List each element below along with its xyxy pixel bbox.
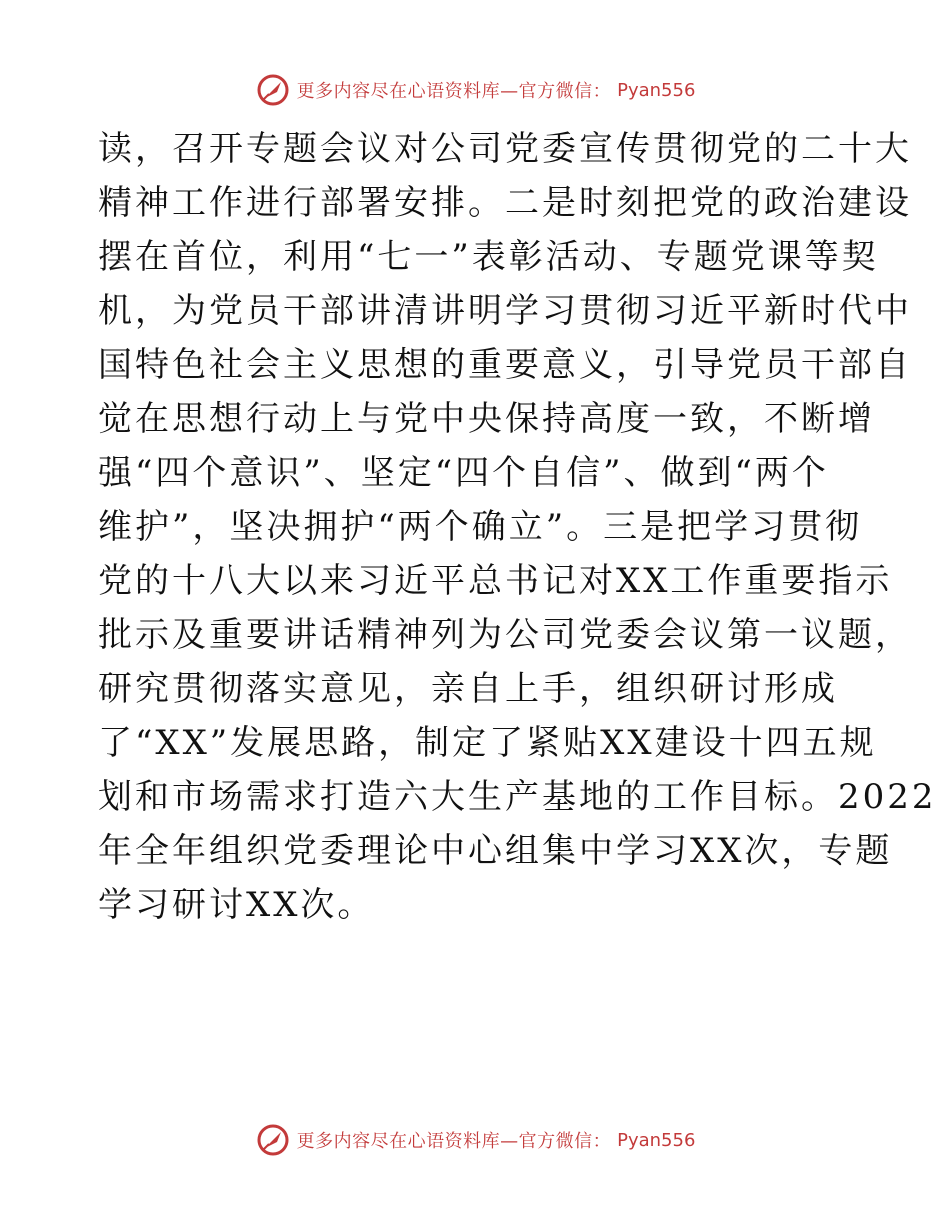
body-line: 摆在首位，利用“七一”表彰活动、专题党课等契 (98, 237, 879, 277)
header-text: 更多内容尽在心语资料库—官方微信： (296, 81, 612, 102)
body-line: 学习研讨XX次。 (98, 885, 375, 925)
quill-logo-icon (255, 72, 291, 108)
header-wechat-id: Pyan556 (617, 79, 696, 101)
body-line: 精神工作进行部署安排。二是时刻把党的政治建设 (98, 183, 912, 223)
body-line: 觉在思想行动上与党中央保持高度一致，不断增 (98, 399, 875, 439)
body-line: 强“四个意识”、坚定“四个自信”、做到“两个 (98, 453, 829, 493)
body-line: 维护”，坚决拥护“两个确立”。三是把学习贯彻 (98, 507, 863, 547)
footer-text: 更多内容尽在心语资料库—官方微信： (296, 1131, 612, 1152)
header-banner (255, 72, 696, 108)
document-body (98, 122, 937, 932)
page-header (0, 70, 950, 110)
footer-wechat-id: Pyan556 (617, 1129, 696, 1151)
page-footer (0, 1120, 950, 1160)
body-line: 划和市场需求打造六大生产基地的工作目标。2022 (98, 777, 937, 817)
body-line: 批示及重要讲话精神列为公司党委会议第一议题， (98, 615, 912, 655)
footer-banner (255, 1122, 696, 1158)
body-line: 党的十八大以来习近平总书记对XX工作重要指示 (98, 561, 893, 601)
quill-logo-icon (255, 1122, 291, 1158)
body-line: 了“XX”发展思路，制定了紧贴XX建设十四五规 (98, 723, 877, 763)
body-line: 国特色社会主义思想的重要意义，引导党员干部自 (98, 345, 912, 385)
body-line: 读，召开专题会议对公司党委宣传贯彻党的二十大 (98, 129, 912, 169)
body-line: 机，为党员干部讲清讲明学习贯彻习近平新时代中 (98, 291, 912, 331)
body-line: 研究贯彻落实意见，亲自上手，组织研讨形成 (98, 669, 838, 709)
body-line: 年全年组织党委理论中心组集中学习XX次，专题 (98, 831, 893, 871)
